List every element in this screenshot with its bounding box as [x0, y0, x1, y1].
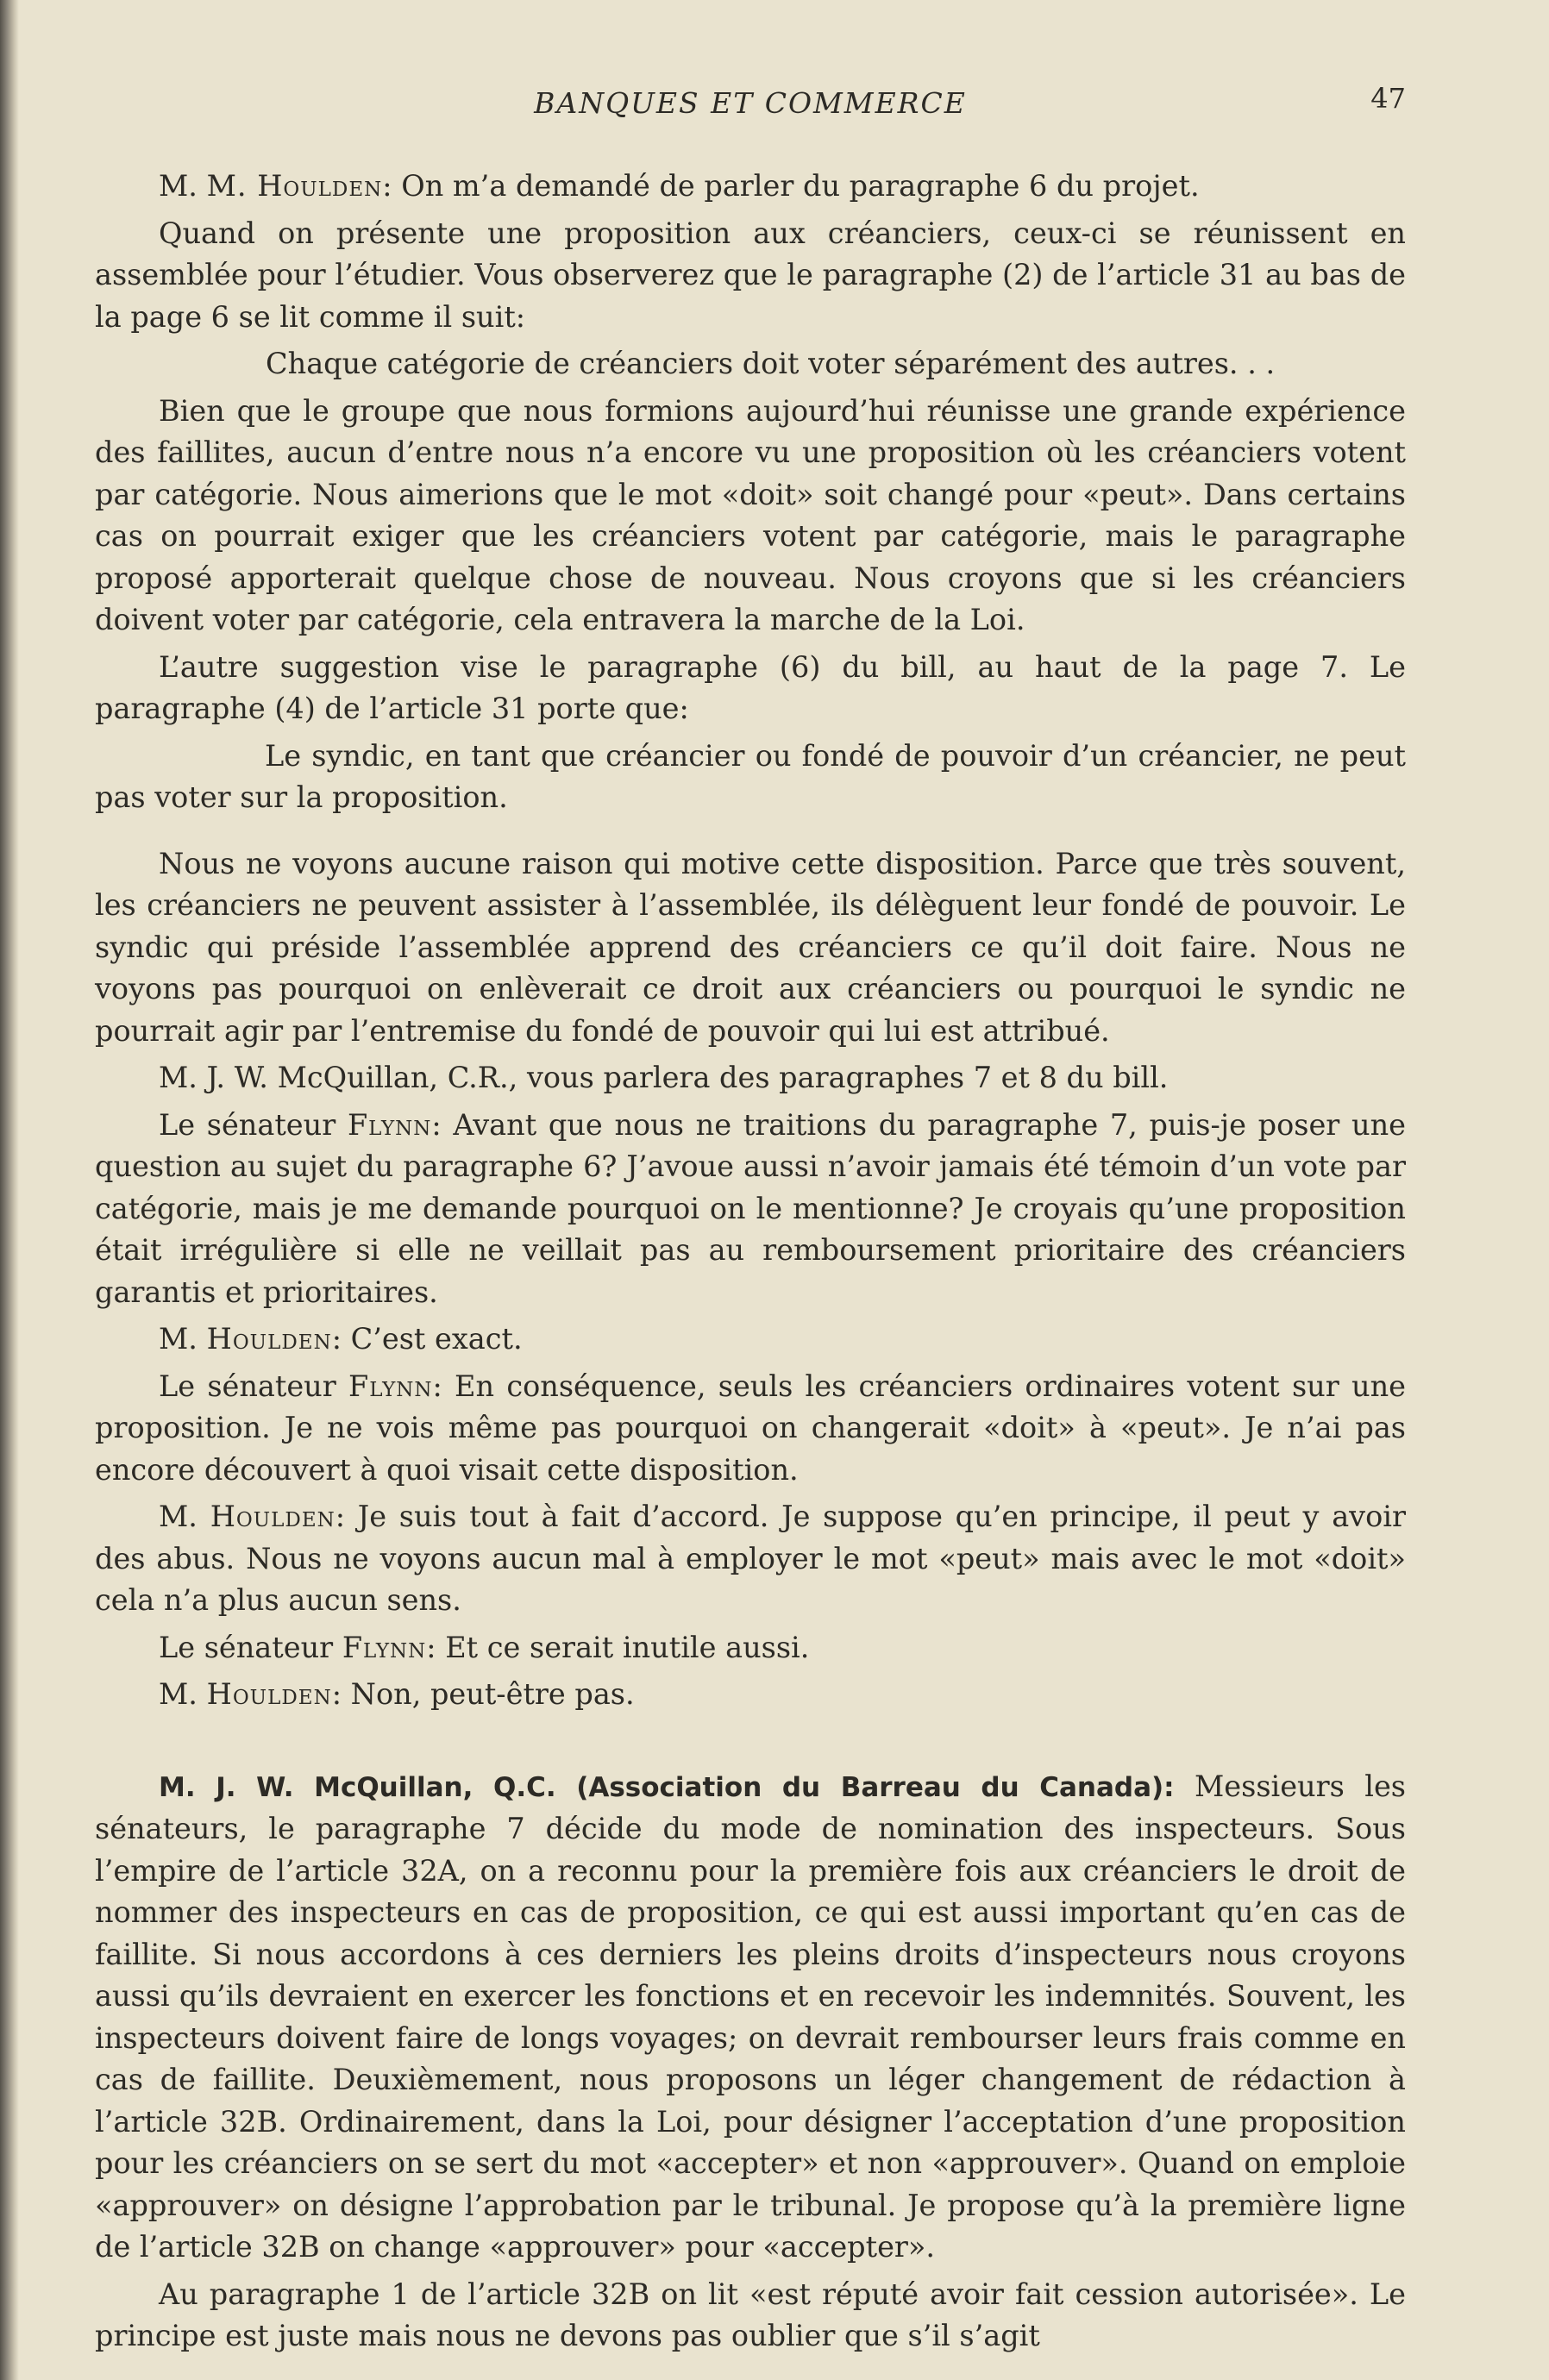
paragraph-12: M. Houlden: Non, peut-être pas. — [159, 1677, 635, 1711]
paragraph-7: Le sénateur Flynn: Avant que nous ne traitions du paragraphe 7, puis-je poser une question au sujet du paragraphe 6? J’avoue aussi n’avoir jamais été témoin d’un vote par catégorie, mais je me demande pourquoi on le mentionne? Je croyais qu’une proposition était irrégulière si elle ne veillait pas au remboursement prioritaire des créanciers garantis et prioritaires. — [95, 1107, 1407, 1309]
paragraph-10: M. Houlden: Je suis tout à fait d’accord. Je suppose qu’en principe, il peut y avoir des abus. Nous ne voyons aucun mal à employer le mot «peut» mais avec le mot «doit» cela n’a plus aucun sens. — [95, 1500, 1406, 1617]
paragraph-14: Au paragraphe 1 de l’article 32B on lit «est réputé avoir fait cession autorisée». Le principe est juste mais nous ne devons pas oublier que s’il s’agit — [95, 2277, 1406, 2352]
speaker-name: Houlden — [210, 1500, 336, 1533]
paragraph-3: Bien que le groupe que nous formions aujourd’hui réunisse une grande expérience des faillites, aucun d’entre nous n’a encore vu une proposition où les créanciers votent par catégorie. Nous aimerions que le mot «doit» soit changé pour «peut». Dans certains cas on pourrait exiger que les créanciers votent par catégorie, mais le paragraphe proposé apporterait quelque chose de nouveau. Nous croyons que si les créanciers doivent voter par catégorie, cela entravera la marche de la Loi. — [95, 393, 1406, 636]
speaker-name: M. Houlden — [206, 169, 383, 203]
paragraph-11: Le sénateur Flynn: Et ce serait inutile aussi. — [159, 1630, 810, 1664]
paragraph-8: M. Houlden: C’est exact. — [159, 1322, 523, 1356]
quotation-1: Chaque catégorie de créanciers doit voter séparément des autres. . . — [266, 347, 1276, 380]
speaker-name: Houlden — [206, 1322, 332, 1356]
book-binding-shadow — [0, 0, 19, 2380]
speaker-heading: M. J. W. McQuillan, Q.C. (Association du Barreau du Canada): — [159, 1771, 1175, 1803]
speaker-name: Flynn — [342, 1630, 427, 1664]
paragraph-4: L’autre suggestion vise le paragraphe (6) du bill, au haut de la page 7. Le paragraphe (4) de l’article 31 porte que: — [95, 649, 1406, 725]
paragraph-6: M. J. W. McQuillan, C.R., vous parlera des paragraphes 7 et 8 du bill. — [159, 1061, 1169, 1094]
paragraph-2: Quand on présente une proposition aux créanciers, ceux-ci se réunissent en assemblée pour l’étudier. Vous observerez que le paragraphe (2) de l’article 31 au bas de la page 6 se lit comme il suit: — [95, 216, 1406, 334]
paragraph-1: M. M. Houlden: On m’a demandé de parler du paragraphe 6 du projet. — [159, 169, 1200, 203]
document-page — [95, 83, 1406, 2358]
speaker-name: Flynn — [348, 1368, 433, 1403]
section-gap — [95, 1721, 1406, 1766]
running-title: BANQUES ET COMMERCE — [534, 86, 967, 120]
speaker-name: Houlden — [206, 1677, 332, 1711]
quotation-2: Le syndic, en tant que créancier ou fondé de pouvoir d’un créancier, ne peut pas voter sur la proposition. — [95, 738, 1406, 814]
paragraph-5: Nous ne voyons aucune raison qui motive cette disposition. Parce que très souvent, les créanciers ne peuvent assister à l’assemblée, ils délèguent leur fondé de pouvoir. Le syndic qui préside l’assemblée apprend des créanciers ce qu’il doit faire. Nous ne voyons pas pourquoi on enlèverait ce droit aux créanciers ou pourquoi le syndic ne pourrait agir par l’entremise du fondé de pouvoir qui lui est attribué. — [95, 846, 1406, 1048]
page-number: 47 — [1370, 82, 1406, 115]
paragraph-9: Le sénateur Flynn: En conséquence, seuls les créanciers ordinaires votent sur une proposition. Je ne vois même pas pourquoi on changerait «doit» à «peut». Je n’ai pas encore découvert à quoi visait cette disposition. — [95, 1368, 1407, 1487]
paragraph-13: M. J. W. McQuillan, Q.C. (Association du Barreau du Canada): Messieurs les sénateurs, le paragraphe 7 décide du mode de nomination des inspecteurs. Sous l’empire de l’article 32A, on a reconnu pour la première fois aux créanciers le droit de nommer des inspecteurs en cas de proposition, ce qui est aussi important qu’en cas de faillite. Si nous accordons à ces derniers les pleins droits d’inspecteurs nous croyons aussi qu’ils devraient en exercer les fonctions et en recevoir les indemnités. Souvent, les inspecteurs doivent faire de longs voyages; on devrait rembourser leurs frais comme en cas de faillite. Deuxièmement, nous proposons un léger changement de rédaction à l’article 32B. Ordinairement, dans la Loi, pour désigner l’acceptation d’une proposition pour les créanciers on se sert du mot «accepter» et non «approuver». Quand on emploie «approuver» on désigne l’approbation par le tribunal. Je propose qu’à la première ligne de l’article 32B on change «approuver» pour «accepter». — [95, 1769, 1406, 2264]
speaker-name: Flynn — [347, 1107, 432, 1142]
running-header — [95, 83, 1406, 131]
